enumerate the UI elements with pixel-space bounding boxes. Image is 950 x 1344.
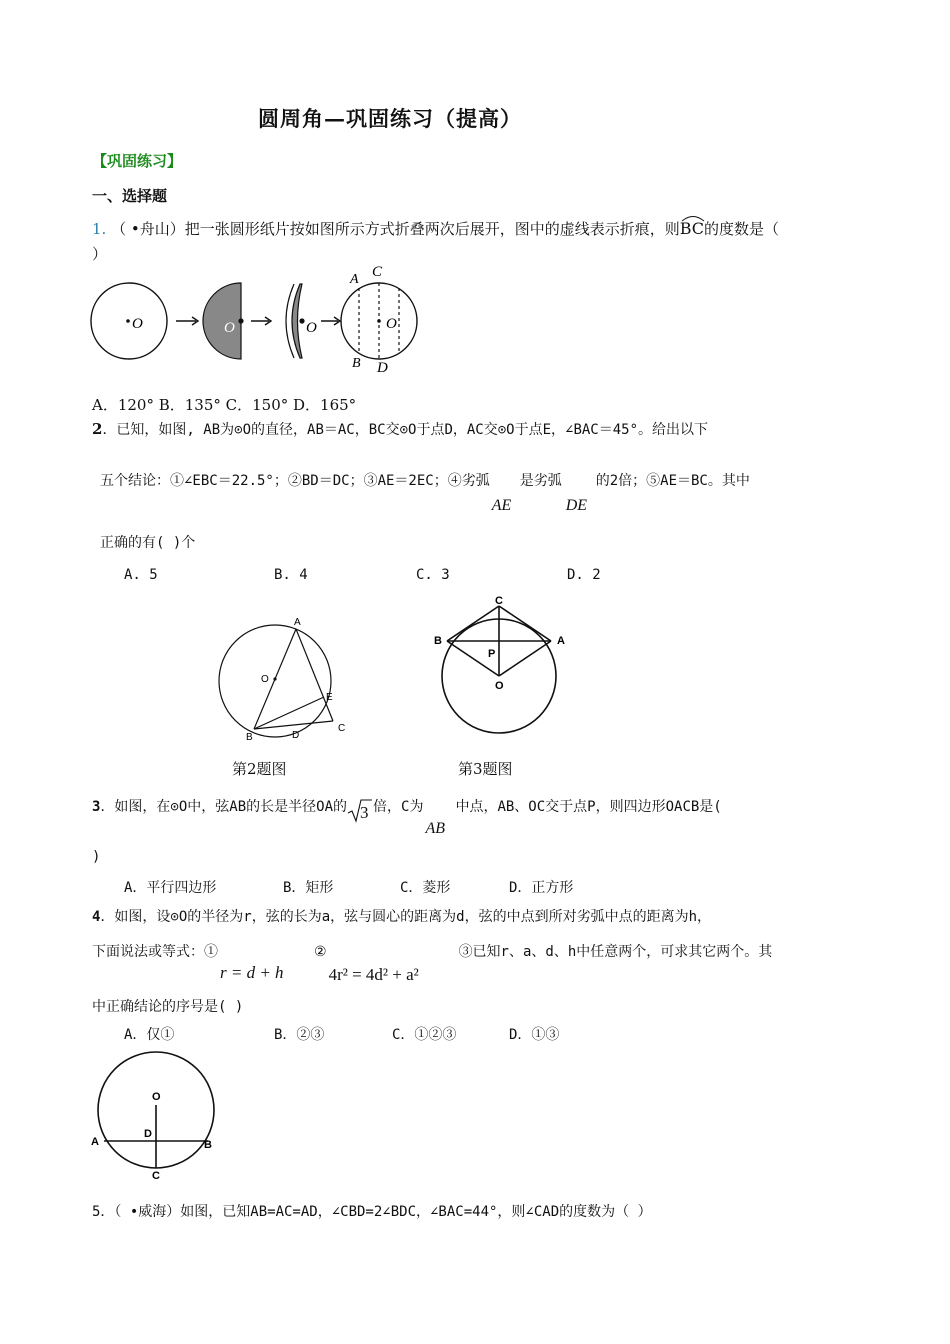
q2-fig-c: C bbox=[338, 723, 346, 734]
q1-arc-label: BC bbox=[679, 219, 705, 238]
q4-fig-d: D bbox=[144, 1128, 152, 1140]
q2-line2 bbox=[100, 470, 750, 514]
q3-line1a: ．如图，在⊙O中，弦AB的长是半径OA的 bbox=[100, 799, 348, 815]
q4-number: 4 bbox=[92, 909, 101, 925]
q2-line2a: 五个结论：①∠EBC＝22.5°；②BD＝DC；③AE＝2EC；④劣弧 bbox=[100, 473, 490, 489]
q3-figure bbox=[428, 593, 582, 748]
q4-option-c: C．①②③ bbox=[392, 1027, 457, 1043]
q1-fig-d: D bbox=[377, 360, 388, 376]
q2-line3: 正确的有( )个 bbox=[100, 535, 196, 551]
q3-option-a: A．平行四边形 bbox=[124, 880, 217, 896]
q4-fig-c: C bbox=[152, 1170, 160, 1182]
q1-fig-o1: O bbox=[132, 316, 143, 332]
q3-caption: 第3题图 bbox=[458, 760, 513, 778]
q1-line1 bbox=[92, 218, 779, 239]
q3-arc: AB bbox=[425, 820, 445, 837]
q1-number: 1. bbox=[92, 220, 107, 238]
q4-line3: 中正确结论的序号是( ) bbox=[92, 999, 244, 1015]
q1-options: A．120° B．135° C．150° D．165° bbox=[92, 396, 357, 414]
q1-text-end: 的度数是（ bbox=[704, 220, 780, 238]
q2-fig-e: E bbox=[326, 692, 333, 703]
q4-line2a: 下面说法或等式：① bbox=[92, 944, 218, 960]
q3-option-c: C．菱形 bbox=[400, 880, 451, 896]
q4-line2 bbox=[92, 941, 773, 984]
q3-line1 bbox=[92, 796, 722, 837]
q2-fig-o: O bbox=[261, 674, 269, 685]
q4-fig-b: B bbox=[204, 1139, 212, 1151]
q2-figure bbox=[212, 612, 352, 747]
q4-option-d: D．①③ bbox=[509, 1027, 560, 1043]
q4-fig-a: A bbox=[91, 1136, 99, 1148]
q3-fig-o: O bbox=[495, 680, 504, 692]
q2-fig-a: A bbox=[294, 617, 301, 628]
q4-fig-o: O bbox=[152, 1091, 161, 1103]
q2-caption: 第2题图 bbox=[232, 760, 287, 778]
q5-text: 5．（ •威海）如图，已知AB=AC=AD，∠CBD=2∠BDC，∠BAC=44°，则∠CAD的度数为（ ） bbox=[92, 1204, 652, 1220]
q4-option-a: A．仅① bbox=[124, 1027, 175, 1043]
arc-mark-icon bbox=[680, 214, 706, 222]
q2-number: 2 bbox=[92, 420, 103, 438]
q2-arc1: AE bbox=[491, 497, 512, 514]
q2-option-d: D. 2 bbox=[567, 567, 601, 583]
q1-fig-b: B bbox=[352, 356, 361, 371]
section-heading: 一、选择题 bbox=[92, 187, 168, 205]
q2-arc2: DE bbox=[565, 497, 588, 514]
q2-fig-b: B bbox=[246, 732, 253, 743]
q2-line2c: 的2倍；⑤AE＝BC。其中 bbox=[595, 473, 750, 489]
q3-fig-b: B bbox=[434, 635, 442, 647]
q3-line1c: 中点，AB、OC交于点P，则四边形OACB是( bbox=[455, 799, 722, 815]
q1-fig-o4: O bbox=[386, 316, 397, 332]
section-tag: 【巩固练习】 bbox=[92, 152, 183, 170]
q1-text: （ •舟山）把一张圆形纸片按如图所示方式折叠两次后展开，图中的虚线表示折痕，则 bbox=[111, 220, 680, 238]
q4-figure bbox=[88, 1048, 228, 1183]
q1-arc bbox=[680, 219, 704, 238]
q3-fig-c: C bbox=[495, 595, 503, 607]
q4-line2b: ② bbox=[314, 944, 327, 960]
q3-fig-p: P bbox=[488, 648, 496, 660]
q4-eq1: r = d + h bbox=[220, 963, 284, 982]
q1-fig-c: C bbox=[372, 264, 383, 280]
q1-fig-a: A bbox=[350, 272, 359, 287]
q2-line1 bbox=[92, 419, 708, 439]
q4-line2c: ③已知r、a、d、h中任意两个，可求其它两个。其 bbox=[458, 944, 773, 960]
q4-option-b: B．②③ bbox=[274, 1027, 325, 1043]
page-title: 圆周角—巩固练习（提高） bbox=[258, 106, 522, 131]
q2-option-c: C. 3 bbox=[416, 567, 450, 583]
q3-sqrt-value: 3 bbox=[360, 803, 369, 822]
q3-option-b: B．矩形 bbox=[283, 880, 334, 896]
q2-fig-d: D bbox=[292, 730, 300, 741]
q4-eq2: 4r² = 4d² + a² bbox=[328, 965, 419, 984]
q3-sqrt bbox=[347, 799, 373, 822]
q1-line2: ） bbox=[92, 245, 108, 263]
q2-option-b: B. 4 bbox=[274, 567, 308, 583]
q3-number: 3 bbox=[92, 799, 101, 815]
q2-line2b: 是劣弧 bbox=[519, 473, 562, 489]
q3-line1b: 倍，C为 bbox=[373, 799, 424, 815]
q1-fig-o3: O bbox=[306, 320, 317, 336]
q4-line1 bbox=[92, 906, 711, 926]
q3-option-d: D．正方形 bbox=[509, 880, 574, 896]
q1-figure bbox=[88, 262, 428, 377]
q3-fig-a: A bbox=[557, 635, 565, 647]
q1-fig-o2: O bbox=[224, 320, 235, 336]
q3-line2: ) bbox=[92, 849, 101, 865]
q2-option-a: A. 5 bbox=[124, 567, 158, 583]
q4-line1-text: ．如图，设⊙O的半径为r，弦的长为a，弦与圆心的距离为d，弦的中点到所对劣弧中点的距离为h， bbox=[100, 909, 712, 925]
q2-line1-text: ．已知，如图, AB为⊙O的直径，AB＝AC，BC交⊙O于点D，AC交⊙O于点E，∠BAC＝45°。给出以下 bbox=[102, 422, 709, 438]
